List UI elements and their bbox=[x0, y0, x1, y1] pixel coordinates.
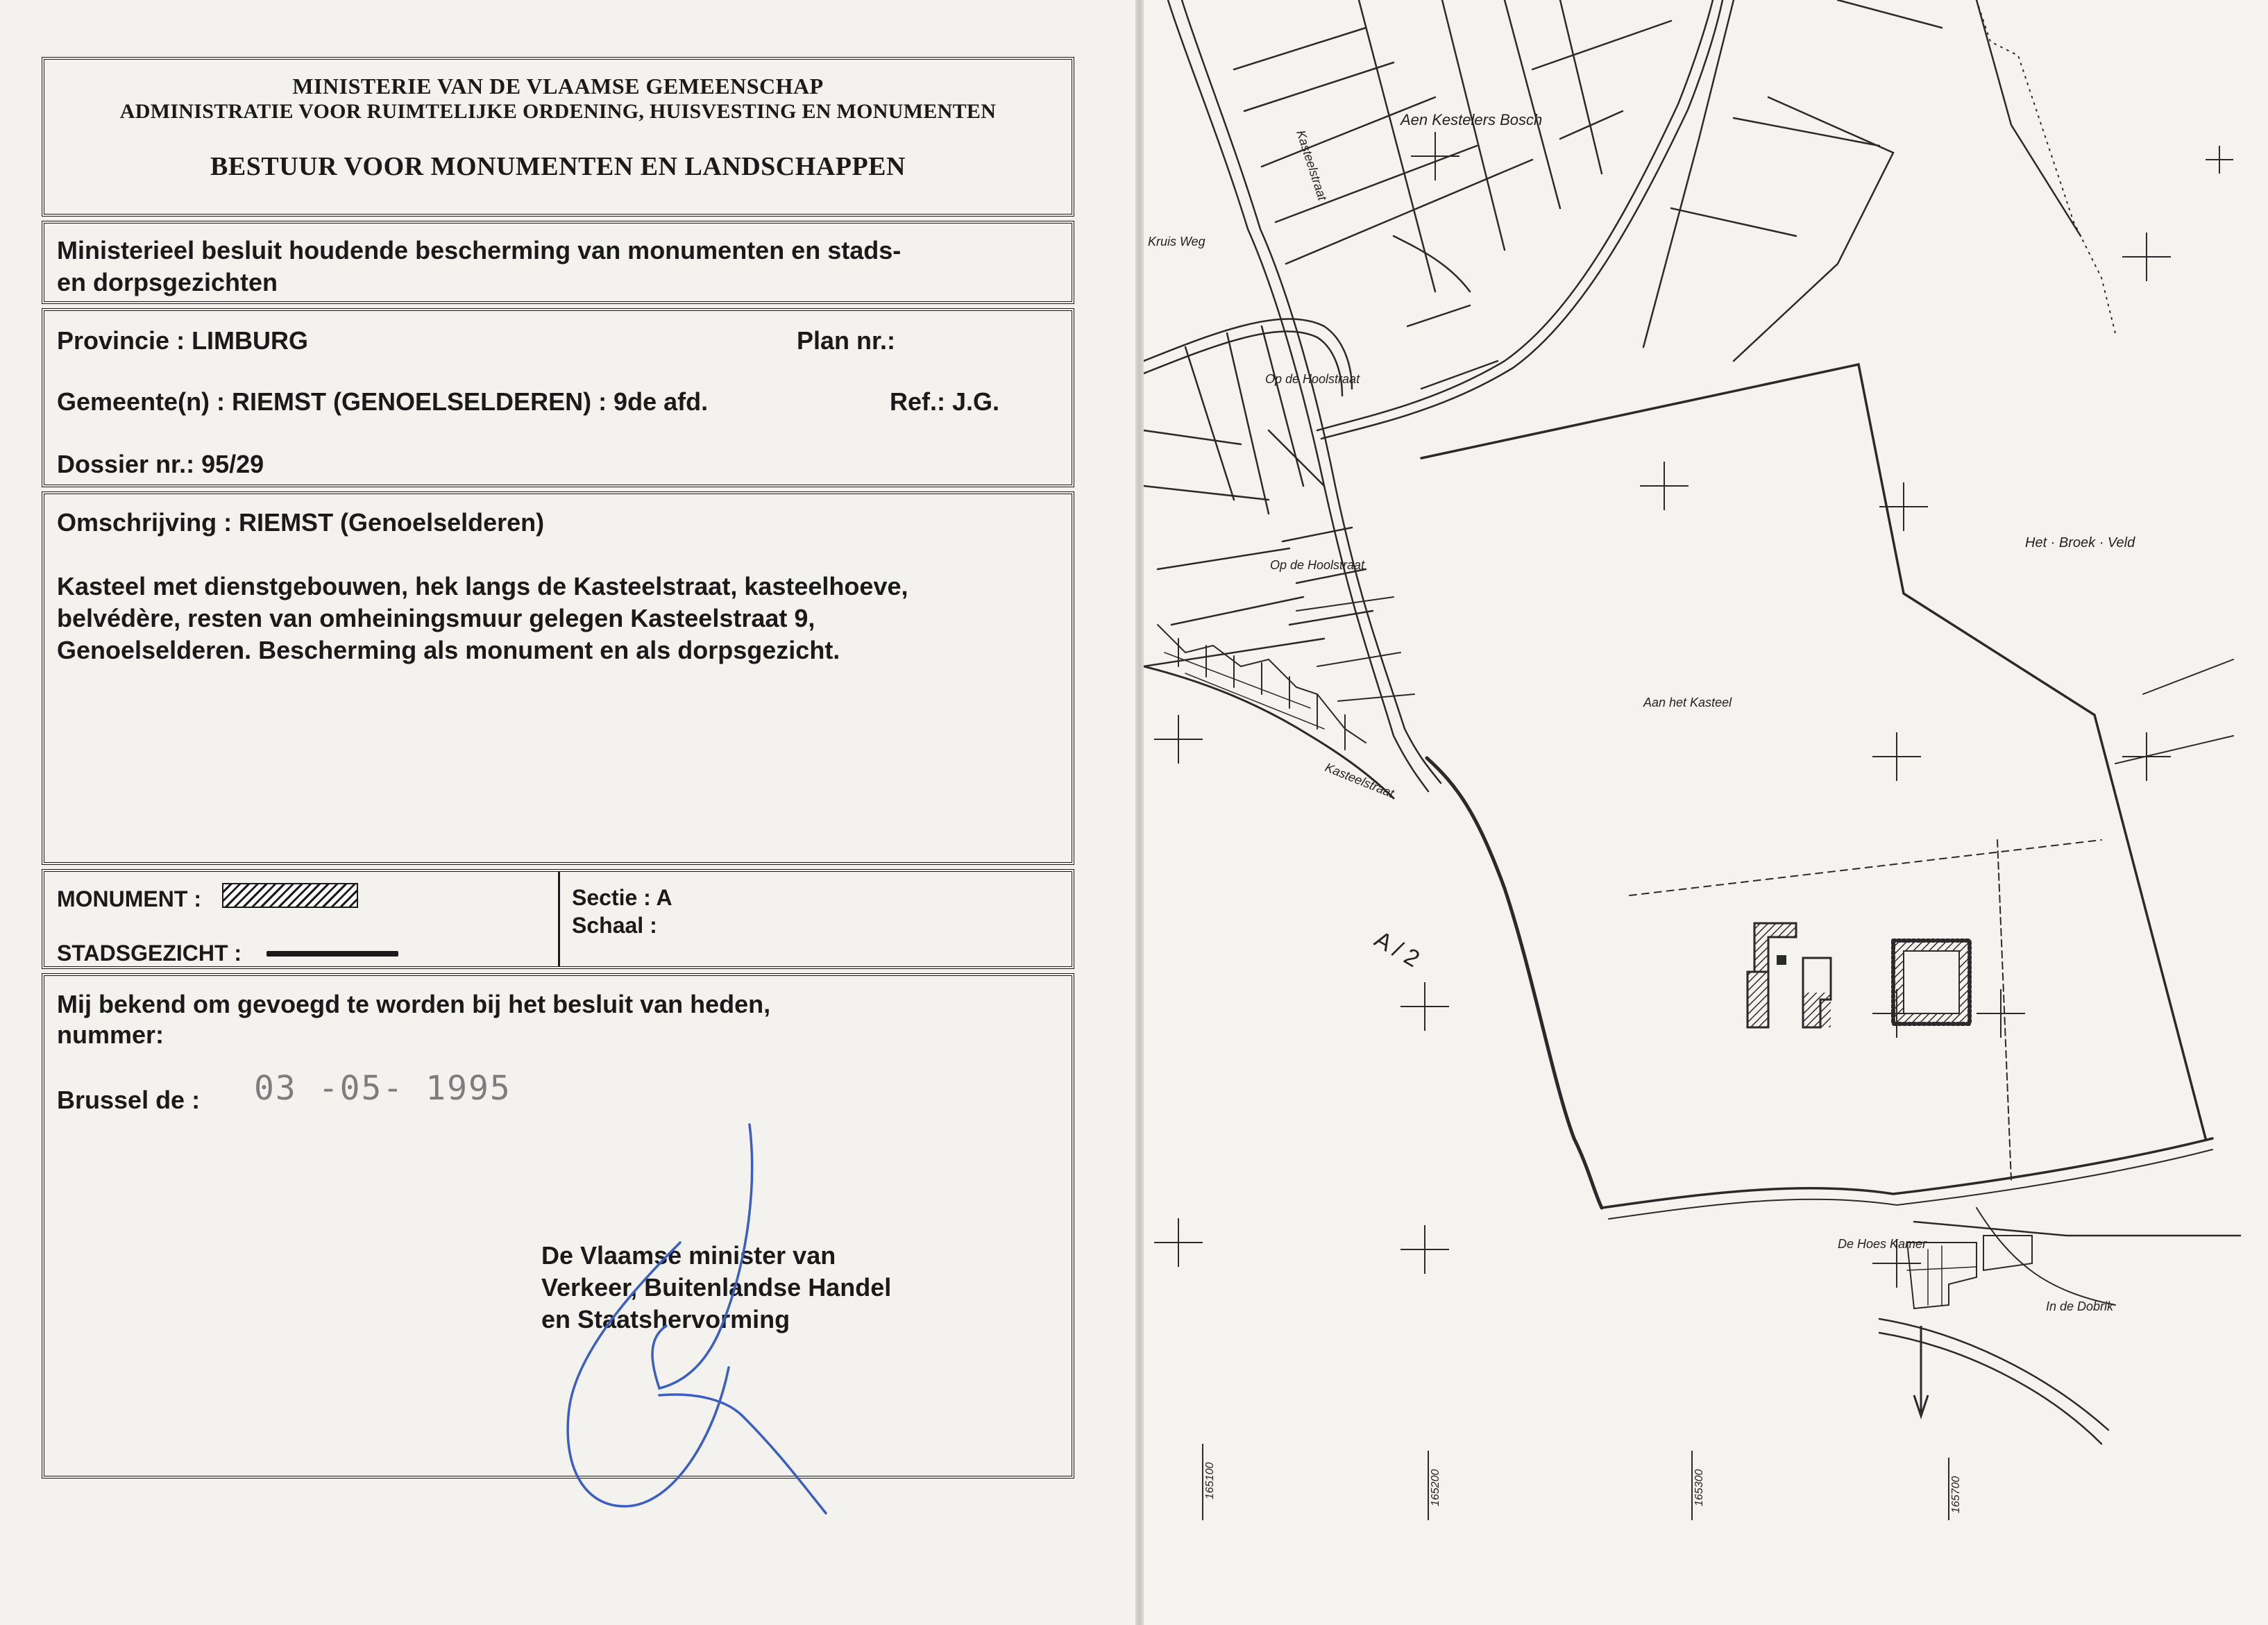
minister-line-2: Verkeer, Buitenlandse Handel bbox=[541, 1273, 892, 1302]
dossier-field: Dossier nr.: 95/29 bbox=[57, 450, 264, 478]
legend-box bbox=[42, 869, 1074, 969]
description-line-2: belvédère, resten van omheiningsmuur gelegen Kasteelstraat 9, bbox=[57, 604, 815, 632]
map-label-aen-kestelers-bosch: Aen Kestelers Bosch bbox=[1400, 111, 1543, 128]
cadastral-map-page bbox=[1144, 0, 2268, 1625]
description-line-3: Genoelselderen. Bescherming als monument en als dorpsgezicht. bbox=[57, 636, 840, 664]
monument-hatch-symbol bbox=[222, 883, 358, 908]
description-line-1: Kasteel met dienstgebouwen, hek langs de Kasteelstraat, kasteelhoeve, bbox=[57, 572, 908, 600]
map-label-section-a2: A / 2 bbox=[1370, 926, 1424, 973]
ministry-header bbox=[42, 57, 1074, 217]
decree-box bbox=[42, 221, 1074, 304]
minister-line-3: en Staatshervorming bbox=[541, 1305, 790, 1333]
date-stamp: 03 -05- 1995 bbox=[254, 1069, 511, 1108]
map-label-op-de-hoolstraat-1: Op de Hoolstraat bbox=[1265, 372, 1360, 386]
map-label-kruisweg: Kruis Weg bbox=[1148, 235, 1205, 249]
brussel-label: Brussel de : bbox=[57, 1086, 201, 1114]
department-title: BESTUUR VOOR MONUMENTEN EN LANDSCHAPPEN bbox=[210, 152, 906, 181]
minister-line-1: De Vlaamse minister van bbox=[541, 1241, 836, 1270]
map-coordinate-4: 165700 bbox=[1950, 1476, 1962, 1513]
provincie-field: Provincie : LIMBURG bbox=[57, 326, 309, 355]
stadsgezicht-line-symbol bbox=[266, 951, 398, 957]
omschrijving-field: Omschrijving : RIEMST (Genoelselderen) bbox=[57, 508, 545, 537]
map-label-aan-het-kasteel: Aan het Kasteel bbox=[1643, 696, 1732, 709]
decree-line-2: en dorpsgezichten bbox=[57, 268, 278, 296]
metadata-box bbox=[42, 308, 1074, 487]
castle-buildings bbox=[1747, 923, 1970, 1027]
stadsgezicht-label: STADSGEZICHT : bbox=[57, 941, 242, 966]
reference-field: Ref.: J.G. bbox=[890, 387, 1000, 416]
map-label-het-broek-veld: Het · Broek · Veld bbox=[2025, 535, 2135, 550]
schaal-field: Schaal : bbox=[572, 913, 657, 938]
map-label-op-de-hoolstraat-2: Op de Hoolstraat bbox=[1270, 558, 1365, 572]
decree-line-1: Ministerieel besluit houdende bescherming van monumenten en stads- bbox=[57, 236, 902, 264]
monument-label: MONUMENT : bbox=[57, 886, 201, 911]
approval-line-1: Mij bekend om gevoegd te worden bij het besluit van heden, bbox=[57, 990, 771, 1018]
map-coordinate-2: 165200 bbox=[1430, 1469, 1441, 1506]
gemeente-field: Gemeente(n) : RIEMST (GENOELSELDEREN) : 9de afd. bbox=[57, 387, 709, 416]
map-label-kasteelstraat-upper: Kasteelstraat bbox=[1294, 128, 1330, 203]
description-box bbox=[42, 491, 1074, 865]
cadastral-map bbox=[1144, 0, 2268, 1625]
plan-number-field: Plan nr.: bbox=[797, 326, 896, 355]
map-label-kasteelstraat-lower: Kasteelstraat bbox=[1323, 760, 1396, 801]
administration-title: ADMINISTRATIE VOOR RUIMTELIJKE ORDENING, HUISVESTING EN MONUMENTEN bbox=[119, 100, 997, 123]
map-coordinate-1: 165100 bbox=[1204, 1462, 1216, 1499]
map-coordinate-3: 165300 bbox=[1693, 1469, 1705, 1506]
approval-line-2: nummer: bbox=[57, 1020, 164, 1049]
legend-divider bbox=[558, 872, 560, 966]
map-label-in-de-dobrik: In de Dobrik bbox=[2046, 1299, 2114, 1313]
map-label-de-hoes-kamer: De Hoes Kamer bbox=[1838, 1237, 1927, 1251]
ministry-title: MINISTERIE VAN DE VLAAMSE GEMEENSCHAP bbox=[292, 74, 824, 99]
page-fold bbox=[1135, 0, 1144, 1625]
sectie-field: Sectie : A bbox=[572, 885, 672, 910]
minister-signature bbox=[548, 1118, 874, 1520]
